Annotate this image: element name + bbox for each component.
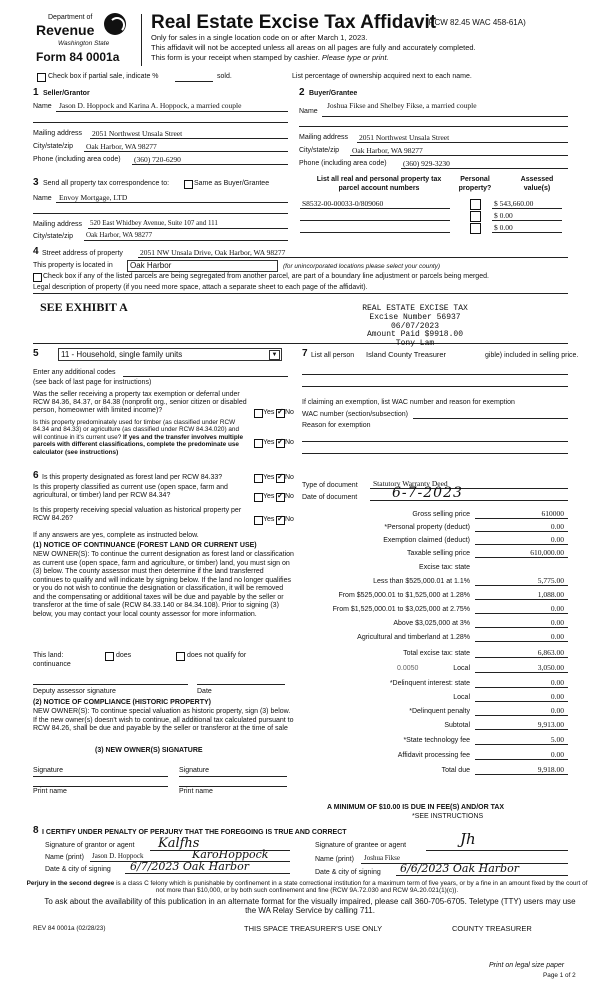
section5-number: 5 — [33, 348, 39, 359]
seller-city-field[interactable]: Oak Harbor, WA 98277 — [86, 142, 157, 151]
tax-row-value[interactable]: 3,050.00 — [537, 663, 564, 672]
yes-label: Yes — [263, 439, 275, 446]
doc-type-label: Type of document — [302, 482, 358, 489]
legal-description-label: Legal description of property (if you need more space, attach a separate sheet to each page of the affidavit). — [33, 284, 368, 291]
does-label: does — [116, 652, 132, 659]
does-qualify-checkbox[interactable] — [105, 652, 114, 661]
tax-row-label: Less than $525,000.01 at 1.1% — [373, 578, 470, 585]
grantee-date-label: Date & city of signing — [315, 869, 381, 876]
buyer-name-label: Name — [299, 108, 318, 115]
dept-line1: Department of — [48, 14, 93, 21]
tax-row-label: Excise tax: state — [419, 564, 470, 571]
tax-row-label: Local — [453, 665, 470, 672]
percent-note: List percentage of ownership acquired next to each name. — [292, 73, 472, 80]
additional-codes-label: Enter any additional codes — [33, 369, 116, 376]
certify-statement: I CERTIFY UNDER PENALTY OF PERJURY THAT THE FOREGOING IS TRUE AND CORRECT — [42, 829, 347, 836]
tax-row-value[interactable]: 0.00 — [550, 750, 564, 759]
timber-yes-checkbox[interactable] — [254, 439, 263, 448]
seller-name-field[interactable]: Jason D. Hoppock and Karina A. Hoppock, a married couple — [59, 101, 242, 110]
notice3-title: (3) NEW OWNER(S) SIGNATURE — [95, 747, 203, 754]
seller-heading: Seller/Grantor — [43, 90, 90, 97]
owner-print-name-label: Print name — [33, 788, 67, 795]
tax-mailing-field[interactable]: 520 East Whidbey Avenue, Suite 107 and 111 — [90, 219, 218, 227]
perjury-notice: Perjury in the second degree is a class C felony which is punishable by confinement in a state correctional institution for a maximum term of five years, or by a fine in an amount fixed by the court of not more than $10,000, or by both such confinement and fine (RCW 9A.72.030 and RCW 9A.20.021(1)(c)). — [26, 880, 588, 895]
parcel-number-field[interactable]: S8532-00-00033-0/809060 — [302, 199, 384, 208]
tax-row-label: *Delinquent penalty — [409, 708, 470, 715]
tax-row-label: Affidavit processing fee — [397, 752, 470, 759]
section7-text-b: gible) included in selling price. — [485, 352, 579, 359]
header-note-3: This form is your receipt when stamped by cashier. Please type or print. — [151, 53, 389, 62]
grantor-signature-label: Signature of grantor or agent — [45, 842, 135, 849]
section2-number: 2 — [299, 87, 305, 98]
seller-phone-label: Phone (including area code) — [33, 156, 121, 163]
tax-name-label: Name — [33, 195, 52, 202]
parcel-header-1: List all real and personal property tax — [316, 176, 442, 183]
seller-city-label: City/state/zip — [33, 143, 74, 150]
no-label: No — [285, 439, 294, 446]
minimum-fee-note: A MINIMUM OF $10.00 IS DUE IN FEE(S) AND/OR TAX — [327, 804, 505, 811]
tax-row-label: *Personal property (deduct) — [384, 524, 470, 531]
chevron-down-icon[interactable]: ▼ — [269, 350, 280, 360]
assessed-header-2: value(s) — [523, 185, 551, 192]
assessed-header-1: Assessed — [520, 176, 554, 183]
buyer-phone-label: Phone (including area code) — [299, 160, 387, 167]
owner-signature-label: Signature — [179, 767, 209, 774]
tax-row-label: Exemption claimed (deduct) — [383, 537, 470, 544]
grantor-name-field[interactable]: Jason D. Hoppock — [92, 852, 144, 860]
yes-label: Yes — [263, 409, 275, 416]
tax-row-value[interactable]: 6,863.00 — [537, 648, 564, 657]
does-not-label: does not qualify for — [187, 652, 247, 659]
exemption-question: Was the seller receiving a property tax exemption or deferral under RCW 84.36, 84.37, or 84.38 (nonprofit org., senior citizen or disabled person, homeowner with limited income)? — [33, 391, 247, 415]
section8-number: 8 — [33, 825, 39, 836]
tax-row-value[interactable]: 0.00 — [550, 706, 564, 715]
tax-row-value[interactable]: 9,913.00 — [537, 720, 564, 729]
assessed-value-field[interactable]: $ 0.00 — [494, 223, 513, 232]
buyer-phone-field[interactable]: (360) 929-3230 — [403, 159, 450, 168]
tax-row-value[interactable]: 0.00 — [550, 535, 564, 544]
no-label: No — [285, 474, 294, 481]
header-note-2: This affidavit will not be accepted unless all areas on all pages are fully and accurately completed. — [151, 43, 476, 52]
section1-number: 1 — [33, 87, 39, 98]
see-back-note: (see back of last page for instructions) — [33, 379, 152, 386]
same-as-buyer-checkbox[interactable] — [184, 180, 193, 189]
this-land-label: This land: — [33, 652, 64, 659]
timber-no-checkbox[interactable] — [276, 439, 285, 448]
partial-sale-checkbox[interactable] — [37, 73, 46, 82]
deputy-date-label: Date — [197, 688, 212, 695]
forest-no-checkbox[interactable] — [276, 474, 285, 483]
notice2-title: (2) NOTICE OF COMPLIANCE (HISTORIC PROPERTY) — [33, 699, 211, 706]
timber-question: Is this property predominately used for timber (as classified under RCW 84.34 and 84.33) or agriculture (as classified under RCW 84.34.020) and will continue in it's current use? If yes and the transfer involves multiple parcels with different classifications, complete the predominate use calculator (see instructions) — [33, 419, 244, 456]
section3-number: 3 — [33, 177, 39, 188]
tax-row-value[interactable]: 0.00 — [550, 632, 564, 641]
legal-description-field[interactable]: SEE EXHIBIT A — [40, 300, 128, 314]
grantor-signature-field[interactable]: Kalfhs — [158, 836, 200, 851]
grantor-name-label: Name (print) — [45, 854, 84, 861]
use-code-select[interactable]: 11 - Household, single family units ▼ — [58, 348, 282, 361]
yes-label: Yes — [263, 493, 275, 500]
buyer-name-field[interactable]: Joshua Fikse and Shelbey Fikse, a married couple — [327, 101, 477, 110]
personal-header-1: Personal — [460, 176, 490, 183]
notice2-body: NEW OWNER(S): To continue special valuation as historic property, sign (3) below. If the new owner(s) doesn't wish to continue, all additional tax calculated pursuant to RCW 84.26, shall be due and payable by the seller or transferor at the time of sale — [33, 708, 294, 732]
header-note-1: Only for sales in a single location code on or after March 1, 2023. — [151, 33, 368, 42]
county-treasurer-label: COUNTY TREASURER — [452, 924, 532, 933]
forest-yes-checkbox[interactable] — [254, 474, 263, 483]
personal-property-checkbox[interactable] — [470, 223, 481, 234]
yes-label: Yes — [263, 516, 275, 523]
located-label: This property is located in — [33, 262, 113, 269]
tax-row-value[interactable]: 9,918.00 — [537, 765, 564, 774]
open-space-yes-checkbox[interactable] — [254, 493, 263, 502]
doc-type-field[interactable]: Statutory Warranty Deed — [373, 479, 448, 488]
wac-question: If claiming an exemption, list WAC number and reason for exemption — [302, 399, 515, 406]
yes-label: Yes — [263, 474, 275, 481]
stamp-line-3: 06/07/2023 — [390, 321, 439, 331]
historic-yes-checkbox[interactable] — [254, 516, 263, 525]
stamp-line-6: Island County Treasurer — [366, 350, 447, 359]
dept-line3: Washington State — [58, 40, 110, 47]
segregated-checkbox[interactable] — [33, 273, 42, 282]
reason-label: Reason for exemption — [302, 422, 371, 429]
owner-print-name-label: Print name — [179, 788, 213, 795]
tax-city-label: City/state/zip — [33, 233, 74, 240]
tax-row-label: From $1,525,000.01 to $3,025,000 at 2.75% — [332, 606, 470, 613]
seller-phone-field[interactable]: (360) 720-6290 — [134, 155, 181, 164]
grantee-date-field[interactable]: 6/6/2023 Oak Harbor — [400, 862, 519, 875]
forest-question: Is this property designated as forest land per RCW 84.33? — [42, 474, 223, 481]
historic-question: Is this property receiving special valuation as historical property per RCW 84.26? — [33, 507, 242, 523]
historic-no-checkbox[interactable] — [276, 516, 285, 525]
tax-row-value[interactable]: 0.00 — [550, 522, 564, 531]
tax-row-label: Total excise tax: state — [403, 650, 470, 657]
grantee-name-label: Name (print) — [315, 856, 354, 863]
personal-header-2: property? — [458, 185, 492, 192]
rcw-reference: (RCW 82.45 WAC 458-61A) — [426, 18, 526, 27]
tax-row-label: Subtotal — [444, 722, 470, 729]
tax-row-value[interactable]: 1,088.00 — [537, 590, 564, 599]
dor-swirl-icon — [104, 13, 126, 35]
does-not-qualify-checkbox[interactable] — [176, 652, 185, 661]
exemption-no-checkbox[interactable] — [276, 409, 285, 418]
section3-text: Send all property tax correspondence to: — [43, 180, 170, 187]
legal-size-note: Print on legal size paper — [489, 962, 565, 969]
page-number: Page 1 of 2 — [543, 972, 576, 979]
tax-name-field[interactable]: Envoy Mortgage, LTD — [59, 193, 128, 202]
notice1-title: (1) NOTICE OF CONTINUANCE (FOREST LAND OR CURRENT USE) — [33, 542, 257, 549]
co-grantor-signature[interactable]: KaroHoppock — [192, 848, 269, 861]
segregated-label: Check box if any of the listed parcels are being segregated from another parcel, are part of a boundary line adjustment or parcels being merged. — [43, 273, 489, 280]
tax-row-label: Taxable selling price — [406, 550, 470, 557]
no-label: No — [285, 516, 294, 523]
grantee-name-field[interactable]: Joshua Fikse — [364, 854, 400, 862]
tax-city-field[interactable]: Oak Harbor, WA 98277 — [86, 231, 153, 239]
owner-signature-label: Signature — [33, 767, 63, 774]
personal-property-checkbox[interactable] — [470, 211, 481, 222]
stamp-line-1: REAL ESTATE EXCISE TAX — [362, 304, 468, 313]
no-label: No — [285, 409, 294, 416]
parcel-header-2: parcel account numbers — [338, 185, 420, 192]
continuance-label: continuance — [33, 661, 71, 668]
if-any-yes: If any answers are yes, complete as instructed below. — [33, 532, 199, 539]
assessed-value-field[interactable]: $ 543,660.00 — [494, 199, 534, 208]
located-note: (for unincorporated locations please select your county) — [283, 263, 441, 270]
treasurer-stamp — [330, 305, 500, 349]
tax-row-value[interactable]: 610,000.00 — [530, 548, 564, 557]
personal-property-checkbox[interactable] — [470, 199, 481, 210]
notice1-body: NEW OWNER(S): To continue the current designation as forest land or classification as current use (open space, farm and agriculture, or timber) land, you must sign on (3) below. The county assessor must then determine if the land transferred continues to qualify and will indicate by signing below. If the land no longer qualifies or you do not wish to continue the designation or classification, it will be removed and the compensating or additional taxes will be due and payable by the seller or transferor at the time of sale (RCW 84.33.140 or 84.34.108). Prior to signing (3) below, you may contact your local county assessor for more information. — [33, 551, 294, 618]
buyer-mailing-field[interactable]: 2051 Northwest Unsala Street — [359, 133, 450, 142]
grantee-signature-field[interactable]: Jh — [460, 830, 476, 848]
form-title: Real Estate Excise Tax Affidavit — [151, 12, 437, 33]
street-field[interactable]: 2051 NW Unsala Drive, Oak Harbor, WA 98277 — [140, 248, 286, 257]
tax-row-label: Above $3,025,000 at 3% — [393, 620, 470, 627]
tax-row-value[interactable]: 5.00 — [550, 735, 564, 744]
tax-row-label: Gross selling price — [412, 511, 470, 518]
partial-sale-sold: sold. — [217, 73, 232, 80]
local-rate: 0.0050 — [397, 665, 419, 672]
same-as-buyer-label: Same as Buyer/Grantee — [194, 180, 270, 187]
grantor-date-field[interactable]: 6/7/2023 Oak Harbor — [130, 860, 249, 873]
tax-row-label: Total due — [441, 767, 470, 774]
street-label: Street address of property — [42, 250, 123, 257]
tax-row-value[interactable]: 0.00 — [550, 692, 564, 701]
stamp-line-4: Amount Paid $9918.00 — [366, 330, 463, 340]
form-number: Form 84 0001a — [36, 50, 120, 64]
tax-row-label: *Delinquent interest: state — [389, 680, 470, 687]
exemption-yes-checkbox[interactable] — [254, 409, 263, 418]
see-instructions-note: *SEE INSTRUCTIONS — [412, 813, 484, 820]
deputy-signature-label: Deputy assessor signature — [33, 688, 116, 695]
doc-date-field[interactable]: 6-7-2023 — [392, 485, 463, 501]
buyer-heading: Buyer/Grantee — [309, 90, 358, 97]
doc-date-label: Date of document — [302, 494, 358, 501]
section6-number: 6 — [33, 470, 39, 481]
tax-row-value[interactable]: 5,775.00 — [537, 576, 564, 585]
grantee-signature-label: Signature of grantee or agent — [315, 842, 407, 849]
seller-name-label: Name — [33, 103, 52, 110]
seller-mailing-field[interactable]: 2051 Northwest Unsala Street — [92, 129, 183, 138]
section7-number: 7 — [302, 348, 308, 359]
section4-number: 4 — [33, 246, 39, 257]
tax-row-value[interactable]: 0.00 — [550, 604, 564, 613]
tax-row-label: Agricultural and timberland at 1.28% — [357, 634, 470, 641]
availability-notice: To ask about the availability of this publication in an alternate format for the visually impaired, please call 360-705-6705. Teletype (TTY) users may use the WA Relay Service by calling 711. — [44, 897, 576, 915]
stamp-line-5: Tony Lam — [395, 339, 435, 349]
seller-mailing-label: Mailing address — [33, 130, 83, 137]
section7-text-a: List all person — [311, 352, 355, 359]
tax-row-label: Local — [453, 694, 470, 701]
revision-number: REV 84 0001a (02/28/23) — [33, 925, 106, 932]
no-label: No — [285, 493, 294, 500]
tax-row-value[interactable]: 610000 — [541, 509, 564, 518]
tax-mailing-label: Mailing address — [33, 221, 83, 228]
tax-row-value[interactable]: 0.00 — [550, 618, 564, 627]
partial-sale-label: Check box if partial sale, indicate % — [48, 73, 159, 80]
buyer-city-label: City/state/zip — [299, 147, 340, 154]
buyer-mailing-label: Mailing address — [299, 134, 349, 141]
tax-row-label: *State technology fee — [403, 737, 470, 744]
open-space-no-checkbox[interactable] — [276, 493, 285, 502]
treasurer-use-only: THIS SPACE TREASURER'S USE ONLY — [244, 924, 383, 933]
buyer-city-field[interactable]: Oak Harbor, WA 98277 — [352, 146, 423, 155]
wac-number-label: WAC number (section/subsection) — [302, 411, 408, 418]
dept-line2: Revenue — [36, 22, 95, 38]
assessed-value-field[interactable]: $ 0.00 — [494, 211, 513, 220]
tax-row-label: From $525,000.01 to $1,525,000 at 1.28% — [338, 592, 470, 599]
stamp-line-2: Excise Number 56937 — [369, 312, 461, 322]
location-select[interactable]: Oak Harbor — [127, 260, 278, 272]
tax-row-value[interactable]: 0.00 — [550, 678, 564, 687]
open-space-question: Is this property classified as current use (open space, farm and agricultural, or timber) land per RCW 84.34? — [33, 484, 228, 500]
grantor-date-label: Date & city of signing — [45, 866, 111, 873]
